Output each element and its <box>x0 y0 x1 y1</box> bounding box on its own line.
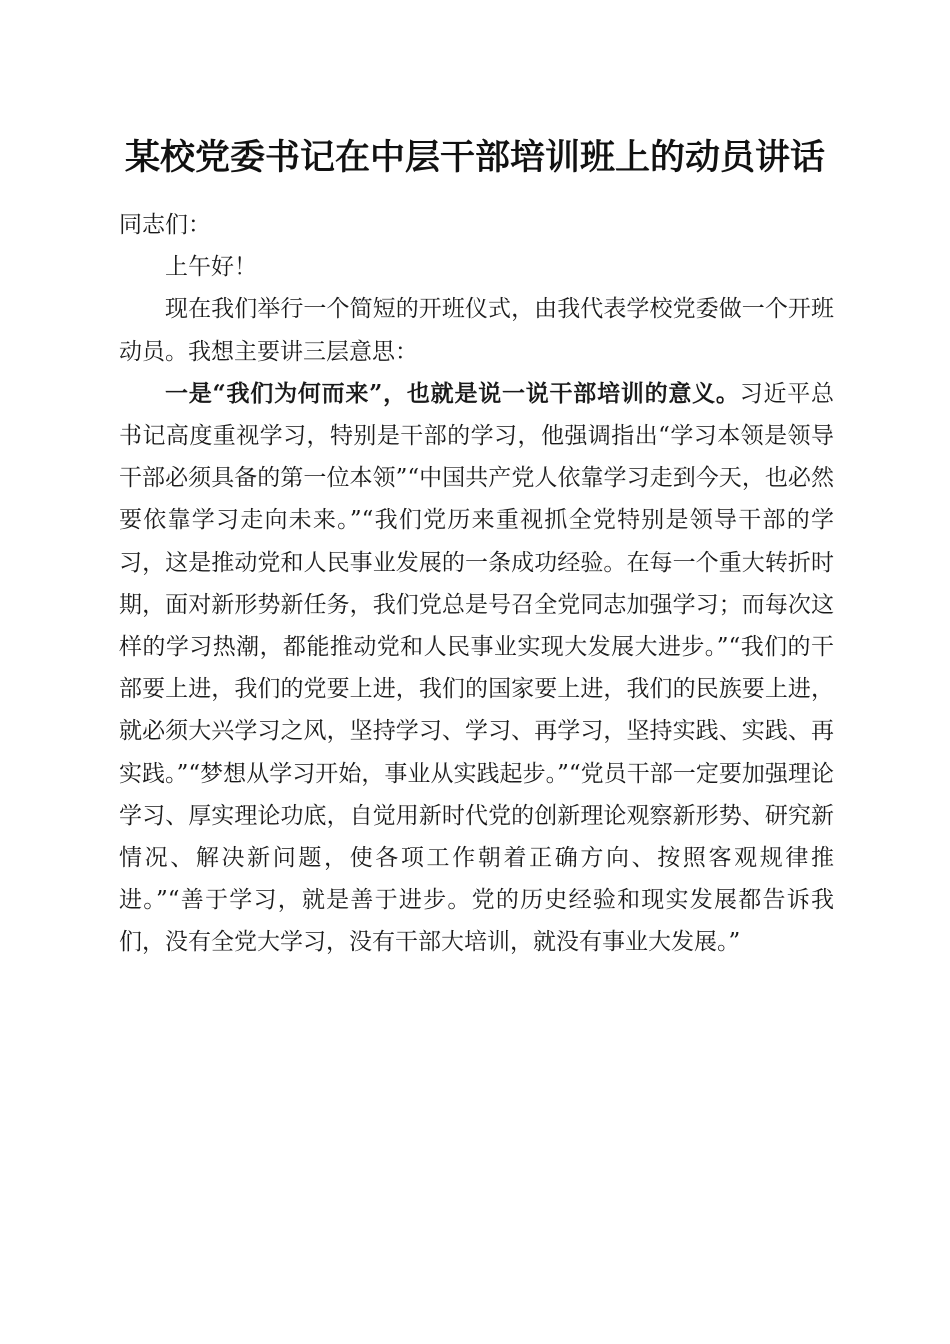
intro-paragraph: 现在我们举行一个简短的开班仪式，由我代表学校党委做一个开班动员。我想主要讲三层意思： <box>119 296 834 365</box>
document-body <box>119 204 834 964</box>
point-one-lead: 一是“我们为何而来”，也就是说一说干部培训的意义。 <box>165 379 740 407</box>
salutation: 同志们： <box>119 212 211 238</box>
point-one-paragraph <box>119 373 834 964</box>
point-one-text: 习近平总书记高度重视学习，特别是干部的学习，他强调指出“学习本领是领导干部必须具备的第一位本领”“中国共产党人依靠学习走到今天，也必然要依靠学习走向未来。”“我们党历来重视抓全党特别是领导干部的学习，这是推动党和人民事业发展的一条成功经验。在每一个重大转折时期，面对新形势新任务，我们党总是号召全党同志加强学习；而每次这样的学习热潮，都能推动党和人民事业实现大发展大进步。”“我们的干部要上进，我们的党要上进，我们的国家要上进，我们的民族要上进，就必须大兴学习之风，坚持学习、学习、再学习，坚持实践、实践、再实践。”“梦想从学习开始，事业从实践起步。”“党员干部一定要加强理论学习、厚实理论功底，自觉用新时代党的创新理论观察新形势、研究新情况、解决新问题，使各项工作朝着正确方向、按照客观规律推进。”“善于学习，就是善于进步。党的历史经验和现实发展都告诉我们，没有全党大学习，没有干部大培训，就没有事业大发展。” <box>119 380 834 956</box>
document-title: 某校党委书记在中层干部培训班上的动员讲话 <box>124 137 825 178</box>
greeting: 上午好！ <box>165 254 257 281</box>
